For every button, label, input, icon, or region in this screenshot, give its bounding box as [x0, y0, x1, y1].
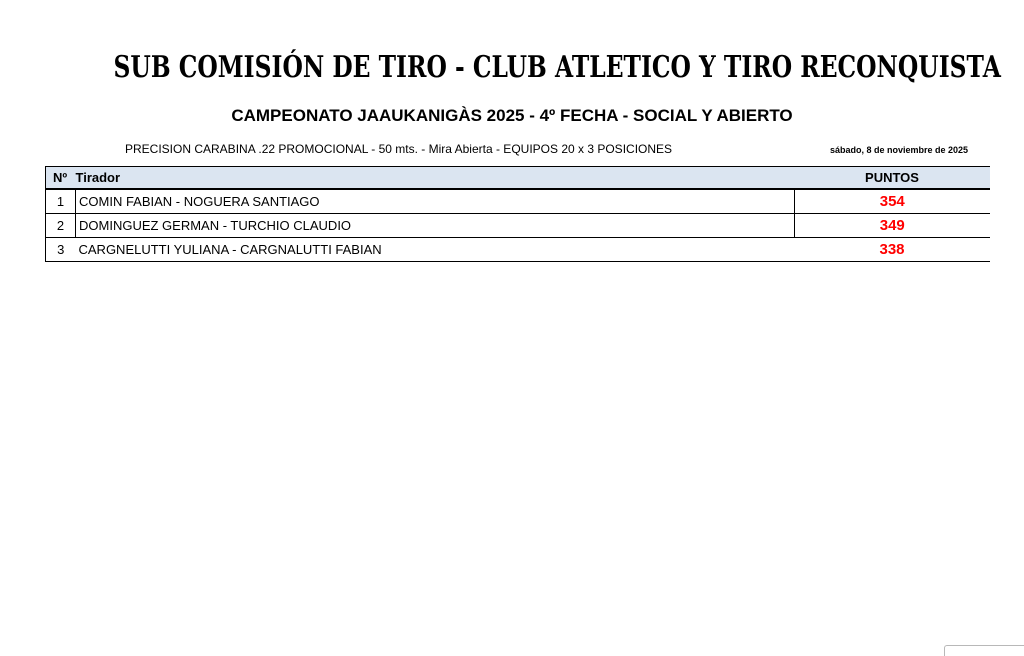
header-shooter: Tirador	[76, 167, 795, 190]
table-header-row	[46, 167, 991, 190]
row-shooter: CARGNELUTTI YULIANA - CARGNALUTTI FABIAN	[76, 238, 795, 262]
document-title: SUB COMISIÓN DE TIRO - CLUB ATLETICO Y TIRO RECONQUISTA	[113, 50, 1001, 85]
row-points: 349	[794, 214, 990, 238]
row-points: 338	[794, 238, 990, 262]
row-number: 1	[46, 189, 76, 214]
row-points: 354	[794, 189, 990, 214]
viewer-corner-frame	[944, 645, 1024, 656]
results-table	[45, 166, 990, 262]
header-points: PUNTOS	[794, 167, 990, 190]
table-row	[46, 189, 991, 214]
header-number: Nº	[46, 167, 76, 190]
row-shooter: COMIN FABIAN - NOGUERA SANTIAGO	[76, 189, 795, 214]
championship-subtitle: CAMPEONATO JAAUKANIGÀS 2025 - 4º FECHA - SOCIAL Y ABIERTO	[231, 106, 793, 125]
table-row	[46, 214, 991, 238]
event-description: PRECISION CARABINA .22 PROMOCIONAL - 50 mts. - Mira Abierta - EQUIPOS 20 x 3 POSICIONES	[125, 142, 673, 156]
row-number: 3	[46, 238, 76, 262]
row-shooter: DOMINGUEZ GERMAN - TURCHIO CLAUDIO	[76, 214, 795, 238]
event-date: sábado, 8 de noviembre de 2025	[829, 145, 968, 155]
row-number: 2	[46, 214, 76, 238]
table-row	[46, 238, 991, 262]
